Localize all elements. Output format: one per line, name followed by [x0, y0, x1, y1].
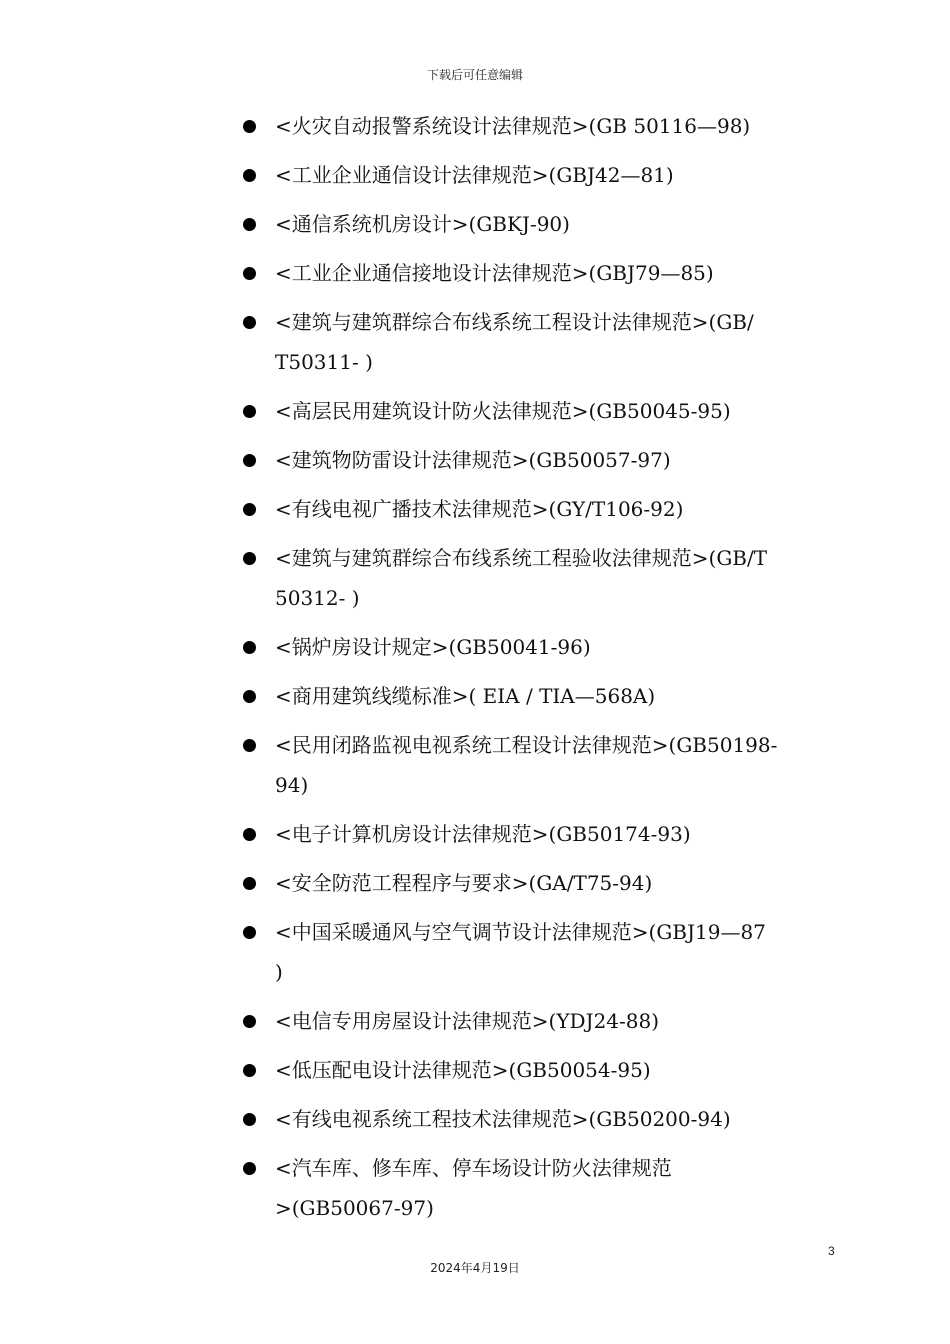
bullet-icon [243, 316, 256, 329]
bullet-icon [243, 405, 256, 418]
list-item [0, 814, 820, 854]
bullet-icon [243, 877, 256, 890]
list-item [0, 106, 820, 146]
bullet-icon [243, 1162, 256, 1175]
list-item-text: <电子计算机房设计法律规范>(GB50174-93) [275, 822, 691, 846]
bullet-icon [243, 690, 256, 703]
list-item [0, 253, 820, 293]
list-item-text: <电信专用房屋设计法律规范>(YDJ24-88) [275, 1009, 660, 1033]
bullet-icon [243, 1113, 256, 1126]
list-item-text: <民用闭路监视电视系统工程设计法律规范>(GB50198- 94) [275, 733, 778, 797]
list-item [0, 391, 820, 431]
list-item [0, 676, 820, 716]
bullet-icon [243, 169, 256, 182]
list-item-text: <有线电视系统工程技术法律规范>(GB50200-94) [275, 1107, 731, 1131]
list-item [0, 1050, 820, 1090]
list-item [0, 155, 820, 195]
bullet-icon [243, 503, 256, 516]
list-item [0, 1001, 820, 1041]
list-item [0, 1148, 820, 1228]
bullet-icon [243, 1015, 256, 1028]
list-item-text: <汽车库、修车库、停车场设计防火法律规范 >(GB50067-97) [275, 1156, 672, 1220]
list-item [0, 863, 820, 903]
list-item-text: <通信系统机房设计>(GBKJ-90) [275, 212, 570, 236]
footer-date: 2024年4月19日 [430, 1261, 520, 1275]
list-item-text: <工业企业通信设计法律规范>(GBJ42—81) [275, 163, 674, 187]
bullet-icon [243, 1064, 256, 1077]
list-item-text: <高层民用建筑设计防火法律规范>(GB50045-95) [275, 399, 731, 423]
list-item-text: <低压配电设计法律规范>(GB50054-95) [275, 1058, 651, 1082]
list-item-text: <建筑物防雷设计法律规范>(GB50057-97) [275, 448, 671, 472]
list-item-text: <建筑与建筑群综合布线系统工程设计法律规范>(GB/ T50311- ) [275, 310, 754, 374]
list-item [0, 302, 820, 382]
bullet-icon [243, 454, 256, 467]
list-item-text: <火灾自动报警系统设计法律规范>(GB 50116—98) [275, 114, 751, 138]
page-number: 3 [828, 1244, 835, 1258]
list-item [0, 440, 820, 480]
list-item [0, 725, 820, 805]
bullet-icon [243, 267, 256, 280]
list-item-text: <有线电视广播技术法律规范>(GY/T106-92) [275, 497, 684, 521]
bullet-icon [243, 739, 256, 752]
list-item [0, 538, 820, 618]
list-item-text: <工业企业通信接地设计法律规范>(GBJ79—85) [275, 261, 714, 285]
list-item [0, 1099, 820, 1139]
list-item-text: <中国采暖通风与空气调节设计法律规范>(GBJ19—87 ) [275, 920, 766, 984]
bullet-icon [243, 552, 256, 565]
list-item-text: <锅炉房设计规定>(GB50041-96) [275, 635, 591, 659]
bullet-icon [243, 641, 256, 654]
bullet-icon [243, 828, 256, 841]
list-item [0, 489, 820, 529]
list-item [0, 204, 820, 244]
bullet-icon [243, 926, 256, 939]
list-item-text: <商用建筑线缆标准>( EIA / TIA—568A) [275, 684, 656, 708]
list-item [0, 912, 820, 992]
bullet-icon [243, 120, 256, 133]
standards-list [0, 106, 950, 1237]
page-header: 下载后可任意编辑 [426, 68, 523, 82]
list-item-text: <建筑与建筑群综合布线系统工程验收法律规范>(GB/T 50312- ) [275, 546, 768, 610]
bullet-icon [243, 218, 256, 231]
list-item-text: <安全防范工程程序与要求>(GA/T75-94) [275, 871, 653, 895]
list-item [0, 627, 820, 667]
